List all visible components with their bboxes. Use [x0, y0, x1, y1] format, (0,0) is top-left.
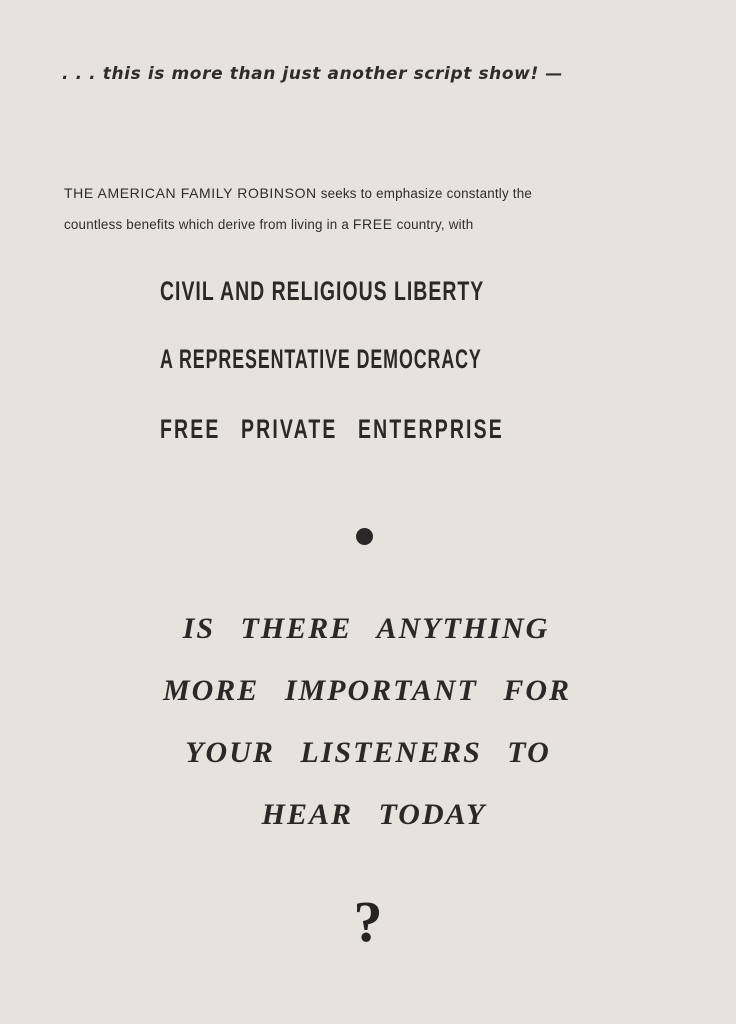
question-line-2: MORE IMPORTANT FOR	[162, 674, 572, 707]
intro-line-1-text: seeks to emphasize constantly the	[316, 186, 532, 201]
intro-paragraph	[64, 178, 674, 240]
intro-line-1	[64, 178, 674, 209]
liberty-representative-democracy: A REPRESENTATIVE DEMOCRACY	[160, 344, 482, 374]
bullet-dot-icon	[356, 528, 373, 545]
intro-line-2	[64, 209, 674, 240]
tagline: . . . this is more than just another script show! —	[62, 64, 563, 84]
question-line-1: IS THERE ANYTHING	[182, 612, 550, 645]
question-line-4: HEAR TODAY	[261, 798, 487, 831]
liberty-free-enterprise: FREE PRIVATE ENTERPRISE	[160, 414, 504, 444]
program-name: THE AMERICAN FAMILY ROBINSON	[64, 185, 317, 201]
intro-line-2-end: country, with	[392, 217, 474, 232]
question-mark: ?	[353, 889, 383, 954]
free-emphasis: FREE	[352, 216, 393, 232]
liberty-civil-religious: CIVIL AND RELIGIOUS LIBERTY	[160, 276, 485, 306]
intro-line-2-text: countless benefits which derive from living in a	[64, 217, 353, 232]
question-line-3: YOUR LISTENERS TO	[185, 736, 551, 769]
